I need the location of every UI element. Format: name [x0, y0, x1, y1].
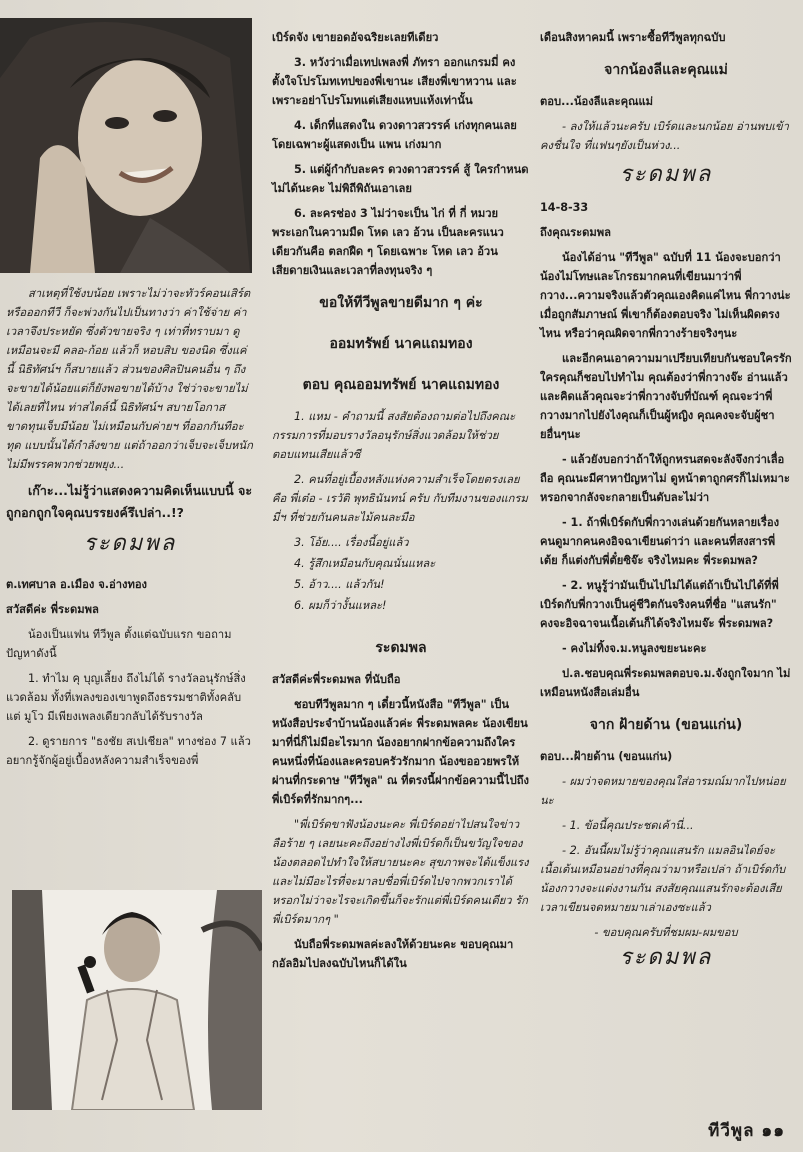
answer-heading: ตอบ คุณออมทรัพย์ นาคแถมทอง — [302, 377, 500, 393]
letter-3-para-6: - คงไม่ทิ้งจ.ม.หนูลงขยะนะคะ — [562, 642, 707, 655]
signature-radompol-2: ระดมพล — [619, 162, 713, 187]
letter-3-para-3: - แล้วยังบอกว่าถ้าให้ถูกหรนสดจะลังจึงกว่าเลื่อถือ คุณนะมีศาหาปัญหาไม่ ดูหน้าตาถูกศรก็ไม่เหมาะหรอกจากลังจะกลายเป็นดับละไม่ว่า — [540, 453, 790, 504]
column-3 — [540, 28, 792, 981]
answer-2-heading: ตอบ...น้องลีและคุณแม่ — [540, 95, 654, 108]
singer-photo — [12, 890, 262, 1110]
letter-address: ต.เทศบาล อ.เมือง จ.อ่างทอง — [6, 578, 148, 591]
letter-wish: ขอให้ทีวีพูลขายดีมาก ๆ ค่ะ — [319, 295, 483, 311]
answer-3-body: - ผมว่าจดหมายของคุณใส่อารมณ์มากไปหน่อยนะ — [540, 775, 786, 807]
question-2: 2. ดูรายการ "ธงชัย สเปเชียล" ทางช่อง 7 แล้ว อยากรู้จักผู้อยู่เบื้องหลังความสำเร็จของพี่ — [6, 735, 251, 767]
answer-2-body: - ลงให้แล้วนะครับ เบิร์ดและนกน้อย อ่านพบเข้าคงชื่นใจ ที่แฟนๆยังเป็นห่วง... — [540, 120, 789, 152]
letter-2-quote: "พี่เบิร์ดขาฟังน้องนะคะ พี่เบิร์ดอย่าไปสนใจข่าวลือร้าย ๆ เลยนะคะถึงอย่างไงพี่เบิร์ดก็เป็นขวัญใจของน้องตลอดไปทำใจให้สบายนะคะ สุขภาพจะได้แข็งแรง และไม่มีอะไรที่จะมาลบชื่อพี่เบิร์ดไปจากพวกเราได้หรอกไม่ว่าจะไรจะเกิดขึ้นก็จะรักแต่พี่เบิร์ดคนเดียว รักพี่เบิร์ดมากๆ " — [272, 818, 529, 926]
answer-3-item-2: - 2. อันนี้ผมไม่รู้ว่าคุณแสนรัก แมลอินไดย์จะเนื้อเต้นเหมือนอย่างที่คุณว่ามาหรือเปล่า ถ้าเบิร์ดกับน้องกวางจะแต่งงานกัน สงสัยคุณแสนรักจะต้องเสียเวลาเขียนจดหมายมาเล่าเองซะแล้ว — [540, 844, 786, 914]
letter-sender: ออมทรัพย์ นาคแถมทอง — [329, 336, 473, 352]
letter-3-para-2: และอีกคนเอาความมาเปรียบเทียบกันชอบใครรักใครคุณก็ชอบไปทำไม คุณต้องว่าพี่กวางจ๊ะ อ่านแล้วและคิดแล้วคุณจะว่าพี่กวางจับที่บัณฑ์ คุณจะว่าพี่กวางมากไปยังไงคุณก็เป็นผู้หญิง คุณคงจะจับผู้ชายอื่นๆนะ — [540, 352, 792, 441]
letter-3-signoff: จาก ฝ้ายด้าน (ขอนแก่น) — [589, 717, 743, 733]
letter-2-greeting: สวัสดีค่ะพี่ระดมพล ที่นับถือ — [272, 673, 401, 686]
question-6: 6. ละครช่อง 3 ไม่ว่าจะเป็น ไก่ ที่ กี่ หมวยพระเอกในความมืด โหด เลว อ้วน เป็นละครแนวเดียวกันคือ ตลกฝืด ๆ โดยเฉพาะ โหด เลว อ้วน เสียดายเงินและเวลาที่ลงทุนจริง ๆ — [272, 207, 504, 277]
page-footer-tvpool: ทีวีพูล ๑๑ — [708, 1121, 785, 1141]
column-2 — [272, 28, 530, 979]
answer-2: 2. คนที่อยู่เบื้องหลังแห่งความสำเร็จโดยตรงเลย คือ พี่เต๋อ - เรวัติ พุทธินันทน์ ครับ กับทีมงานของแกรมมี่ฯ ที่ช่วยกันคนละไม้คนละมือ — [272, 473, 528, 524]
column-1 — [6, 284, 254, 776]
question-2-continued: เบิร์ดจัง เขายอดอัจฉริยะเลยทีเดียว — [272, 31, 439, 44]
answer-3-heading: ตอบ...ฝ้ายด้าน (ขอนแก่น) — [540, 750, 673, 763]
signature-radompol: ระดมพล — [83, 531, 177, 556]
letter-3-greeting: ถึงคุณระดมพล — [540, 226, 611, 239]
question-1: 1. ทำไม คุ บุญเลี้ยง ถึงไม่ได้ รางวัลอนุรักษ์สิ่งแวดล้อม ทั้งที่เพลงของเขาพูดถึงธรรมชาติทั้งคลับ แต่ มูโว มีเพียงเพลงเดียวกลับได้รับรางวัล — [6, 672, 246, 723]
letter-intro: น้องเป็นแฟน ทีวีพูล ตั้งแต่ฉบับแรก ขอถามปัญหาดังนี้ — [6, 628, 232, 660]
answer-3: 3. โอ้ย.... เรื่องนี้อยู่แล้ว — [294, 536, 409, 549]
answer-3-item-1: - 1. ข้อนี้คุณประชดเค้านี่... — [562, 819, 694, 832]
answer-1: 1. แหม - คำถามนี้ สงสัยต้องถามต่อไปถึงคณะกรรมการที่มอบรางวัลอนุรักษ์สิ่งแวดล้อมให้ช่วยตอบแทนเสียแล้วซี — [272, 410, 516, 461]
letter-3-para-5: - 2. หนูรู้ว่ามันเป็นไปไม่ได้แต่ถ้าเป็นไปได้ที่พี่เบิร์ดกับพี่กวางเป็นคู่ชีวิตกันจริงคนที่ชื่อ "แสนรัก" คงจะอิจฉาจนเนื้อเต้นก็ได้จริงไหมจ๊ะ พี่ระดมพล? — [540, 579, 779, 630]
signature-radompol-3: ระดมพล — [619, 945, 713, 970]
letter-3-date: 14-8-33 — [540, 201, 589, 214]
letter-greeting: สวัสดีค่ะ พี่ระดมพล — [6, 603, 99, 616]
letter-3-para-4: - 1. ถ้าพี่เบิร์ดกับพี่กวางเล่นด้วยกันหลายเรื่อง คนดูมากคนคงอิจฉาเขียนด่าว่า และคนที่สงสารพี่เต้ย ก็แต่งกับพี่ตั๋ยซิจ๊ะ จริงไหมคะ พี่ระดมพล? — [540, 516, 780, 567]
woman-portrait-illustration — [0, 18, 252, 273]
letter-2-signoff: จากน้องลีและคุณแม่ — [604, 62, 728, 78]
letter-3-ps: ป.ล.ชอบคุณพี่ระดมพลตอบจ.ม.จังถูกใจมาก ไม่เหมือนหนังสือเล่มอื่น — [540, 667, 791, 699]
reader-question: เก๊าะ...ไม่รู้ว่าแสดงความคิดเห็นแบบนี้ จะถูกอกถูกใจคุณบรรยงค์รึเปล่า..!? — [6, 483, 253, 520]
question-5: 5. แต่ผู้กำกับละคร ดวงดาวสวรรค์ สู้ ใครกำหนด ไม่ได้นะคะ ไม่พิถีพิถันเอาเลย — [272, 163, 529, 195]
section-heading-radompol: ระดมพล — [375, 640, 427, 656]
photo-caption-text: สาเหตุที่ใช้งบน้อย เพราะไม่ว่าจะทัวร์คอนเสิร์ต หรือออกทีวี ก็จะพ่วงกันไปเป็นทางว่า ค่าใช้จ่าย ค่าเวลาจึงประหยัด ซึ่งตัวขายจริง ๆ เท่าที่ทราบมา ดูเหมือนจะมี คลอ-ก้อย แล้วก็ หอบสิบ ของนิด ซึ่งแค่นี้ นิธิทัศน์ฯ ก็สบายแล้ว ส่วนของศิลปินคนอื่น ๆ ถึงจะขายได้น้อยแต่ก็ยังพอขายได้บ้าง ใช่ว่าจะขายไม่ได้เลยที่ไหน ท่าสไตล์นี้ นิธิทัศน์ฯ สบายโอกาสขาดทุนเจ็บมีน้อย ไม่เหมือนกับค่ายฯ ที่ออกกันทีอะทุด แบบนั้นได้กำลังขาย แต่ถ้าออกว่าเจ็บจะเจ็บหนัก ไม่มีพรรคพวกช่วยพยุง... — [6, 287, 253, 471]
letter-3-para-1: น้องได้อ่าน "ทีวีพูล" ฉบับที่ 11 น้องจะบอกว่าน้องไม่โทษและโกรธมากคนที่เขียนมาว่าพี่กวาง...ความจริงแล้วตัวคุณเองคิดแค่ไหน พี่กวางน่ะเมื่อถูกสัมภาษณ์ พี่เขาก็ต้องตอบจริง ไม่เห็นผิดตรงไหน หรือว่าคุณผิดจากพี่กวางร้ายจริงๆนะ — [540, 251, 791, 340]
question-3: 3. หวังว่าเมื่อเทปเพลงพี่ ภัทรา ออกแกรมมี่ คงตั้งใจโปรโมทเทปของพี่เขานะ เสียงพี่เขาหวาน และเพราะอย่าโปรโมทแต่เสียงแหบแห้งเท่านั้น — [272, 56, 517, 107]
question-4: 4. เด็กที่แสดงใน ดวงดาวสวรรค์ เก่งทุกคนเลย โดยเฉพาะผู้แสดงเป็น แพน เก่งมาก — [272, 119, 517, 151]
letter-2-closing: นับถือพี่ระดมพลค่ะลงให้ด้วยนะคะ ขอบคุณมากอัลอิมไปลงฉบับไหนก็ได้ใน — [272, 938, 514, 970]
singer-illustration — [12, 890, 262, 1110]
letter-2-body: ชอบทีวีพูลมาก ๆ เดี๋ยวนี้หนังสือ "ทีวีพูล" เป็นหนังสือประจำบ้านน้องแล้วค่ะ พี่ระดมพลคะ น้องเขียนมาที่นี่ก็ไม่มีอะไรมาก น้องอยากฝากข้อความถึงใครคนหนึ่งที่น้องและครอบครัวรักมาก น้องขออวยพรให้ผ่านที่กระดาษ "ทีวีพูล" ณ ที่ตรงนี้ฝากข้อความนี้ไปถึงพี่เบิร์ดที่รักมากๆ... — [272, 698, 529, 806]
woman-portrait-photo — [0, 18, 252, 273]
answer-5: 5. อ้าว.... แล้วกัน! — [294, 578, 385, 591]
answer-4: 4. รู้สึกเหมือนกับคุณนั่นแหละ — [294, 557, 436, 570]
answer-6: 6. ผมก็ว่างั้นแหละ! — [294, 599, 387, 612]
answer-3-thanks: - ขอบคุณครับที่ชมผม-ผมขอบ — [594, 926, 738, 939]
letter-2-continued: เดือนสิงหาคมนี้ เพราะซื้อทีวีพูลทุกฉบับ — [540, 31, 726, 44]
